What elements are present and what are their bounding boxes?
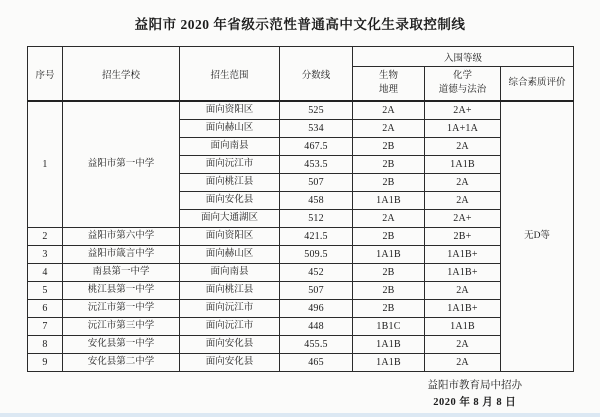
signature-block [428,377,523,411]
table-row [28,228,574,246]
scope-cell: 面向南县 [180,264,280,282]
score-cell: 452 [280,264,353,282]
school-cell: 南县第一中学 [63,264,180,282]
col-header-comprehensive: 综合素质评价 [501,67,574,102]
chem-moral-cell: 1A1B+ [425,264,501,282]
serial-cell: 3 [28,246,63,264]
serial-cell: 9 [28,354,63,372]
chem-moral-cell: 1A1B [425,156,501,174]
table-row [28,300,574,318]
school-cell: 益阳市第六中学 [63,228,180,246]
chem-moral-cell: 2A [425,354,501,372]
bio-geo-cell: 2B [353,264,425,282]
score-cell: 448 [280,318,353,336]
geography-label: 地理 [378,84,398,95]
bio-geo-cell: 2B [353,156,425,174]
serial-cell: 7 [28,318,63,336]
chem-moral-cell: 2B+ [425,228,501,246]
bio-geo-cell: 1A1B [353,354,425,372]
score-cell: 467.5 [280,138,353,156]
serial-cell: 6 [28,300,63,318]
chemistry-label: 化学 [452,70,472,81]
score-cell: 507 [280,174,353,192]
scope-cell: 面向安化县 [180,192,280,210]
bio-geo-cell: 2B [353,282,425,300]
chem-moral-cell: 1A1B [425,318,501,336]
table-row [28,318,574,336]
bio-geo-cell: 1A1B [353,336,425,354]
school-cell: 益阳市箴言中学 [63,246,180,264]
chem-moral-cell: 1A1B+ [425,300,501,318]
col-header-scope: 招生范围 [180,47,280,102]
chem-moral-cell: 1A+1A [425,120,501,138]
table-row [28,101,574,120]
chem-moral-cell: 1A1B+ [425,246,501,264]
scope-cell: 面向桃江县 [180,282,280,300]
table-row [28,246,574,264]
bio-geo-cell: 1A1B [353,246,425,264]
school-cell: 安化县第一中学 [63,336,180,354]
admission-table [27,46,574,372]
scope-cell: 面向安化县 [180,336,280,354]
serial-cell: 5 [28,282,63,300]
score-cell: 458 [280,192,353,210]
col-header-serial: 序号 [28,47,63,102]
score-cell: 507 [280,282,353,300]
scope-cell: 面向南县 [180,138,280,156]
school-cell: 沅江市第一中学 [63,300,180,318]
scope-cell: 面向赫山区 [180,246,280,264]
col-header-chemistry-morality [425,67,501,102]
serial-cell: 2 [28,228,63,246]
score-cell: 496 [280,300,353,318]
biology-label: 生物 [378,70,398,81]
issuer-line: 益阳市教育局中招办 [427,380,522,391]
chem-moral-cell: 2A [425,138,501,156]
chem-moral-cell: 2A+ [425,210,501,228]
scope-cell: 面向沅江市 [180,318,280,336]
bio-geo-cell: 1B1C [353,318,425,336]
scope-cell: 面向桃江县 [180,174,280,192]
bio-geo-cell: 2B [353,300,425,318]
school-cell: 桃江县第一中学 [63,282,180,300]
school-cell: 安化县第二中学 [63,354,180,372]
school-cell: 沅江市第三中学 [63,318,180,336]
col-header-biology-geography [353,67,425,102]
morality-law-label: 道德与法治 [438,84,487,95]
table-row [28,354,574,372]
scope-cell: 面向资阳区 [180,228,280,246]
table-row [28,282,574,300]
bio-geo-cell: 2B [353,228,425,246]
col-header-qualify-grade: 入围等级 [353,47,574,67]
score-cell: 525 [280,101,353,120]
serial-cell: 8 [28,336,63,354]
comprehensive-evaluation-cell: 无D等 [501,101,574,372]
chem-moral-cell: 2A+ [425,101,501,120]
scan-edge-artifact [0,413,600,417]
col-header-score-line: 分数线 [280,47,353,102]
bio-geo-cell: 2B [353,174,425,192]
col-header-school: 招生学校 [63,47,180,102]
school-cell: 益阳市第一中学 [63,101,180,228]
chem-moral-cell: 2A [425,336,501,354]
scope-cell: 面向沅江市 [180,156,280,174]
table-row [28,336,574,354]
scope-cell: 面向赫山区 [180,120,280,138]
score-cell: 512 [280,210,353,228]
score-cell: 534 [280,120,353,138]
score-cell: 509.5 [280,246,353,264]
chem-moral-cell: 2A [425,282,501,300]
scope-cell: 面向安化县 [180,354,280,372]
serial-cell: 4 [28,264,63,282]
date-line: 2020 年 8 月 8 日 [433,397,517,408]
chem-moral-cell: 2A [425,174,501,192]
score-cell: 453.5 [280,156,353,174]
scope-cell: 面向大通湖区 [180,210,280,228]
chem-moral-cell: 2A [425,192,501,210]
serial-cell: 1 [28,101,63,228]
table-row [28,264,574,282]
bio-geo-cell: 2A [353,101,425,120]
score-cell: 465 [280,354,353,372]
score-cell: 421.5 [280,228,353,246]
bio-geo-cell: 2A [353,120,425,138]
bio-geo-cell: 2A [353,210,425,228]
document-title: 益阳市 2020 年省级示范性普通高中文化生录取控制线 [134,17,466,32]
scope-cell: 面向沅江市 [180,300,280,318]
score-cell: 455.5 [280,336,353,354]
bio-geo-cell: 2B [353,138,425,156]
scope-cell: 面向资阳区 [180,101,280,120]
bio-geo-cell: 1A1B [353,192,425,210]
header-row-top [28,47,574,67]
